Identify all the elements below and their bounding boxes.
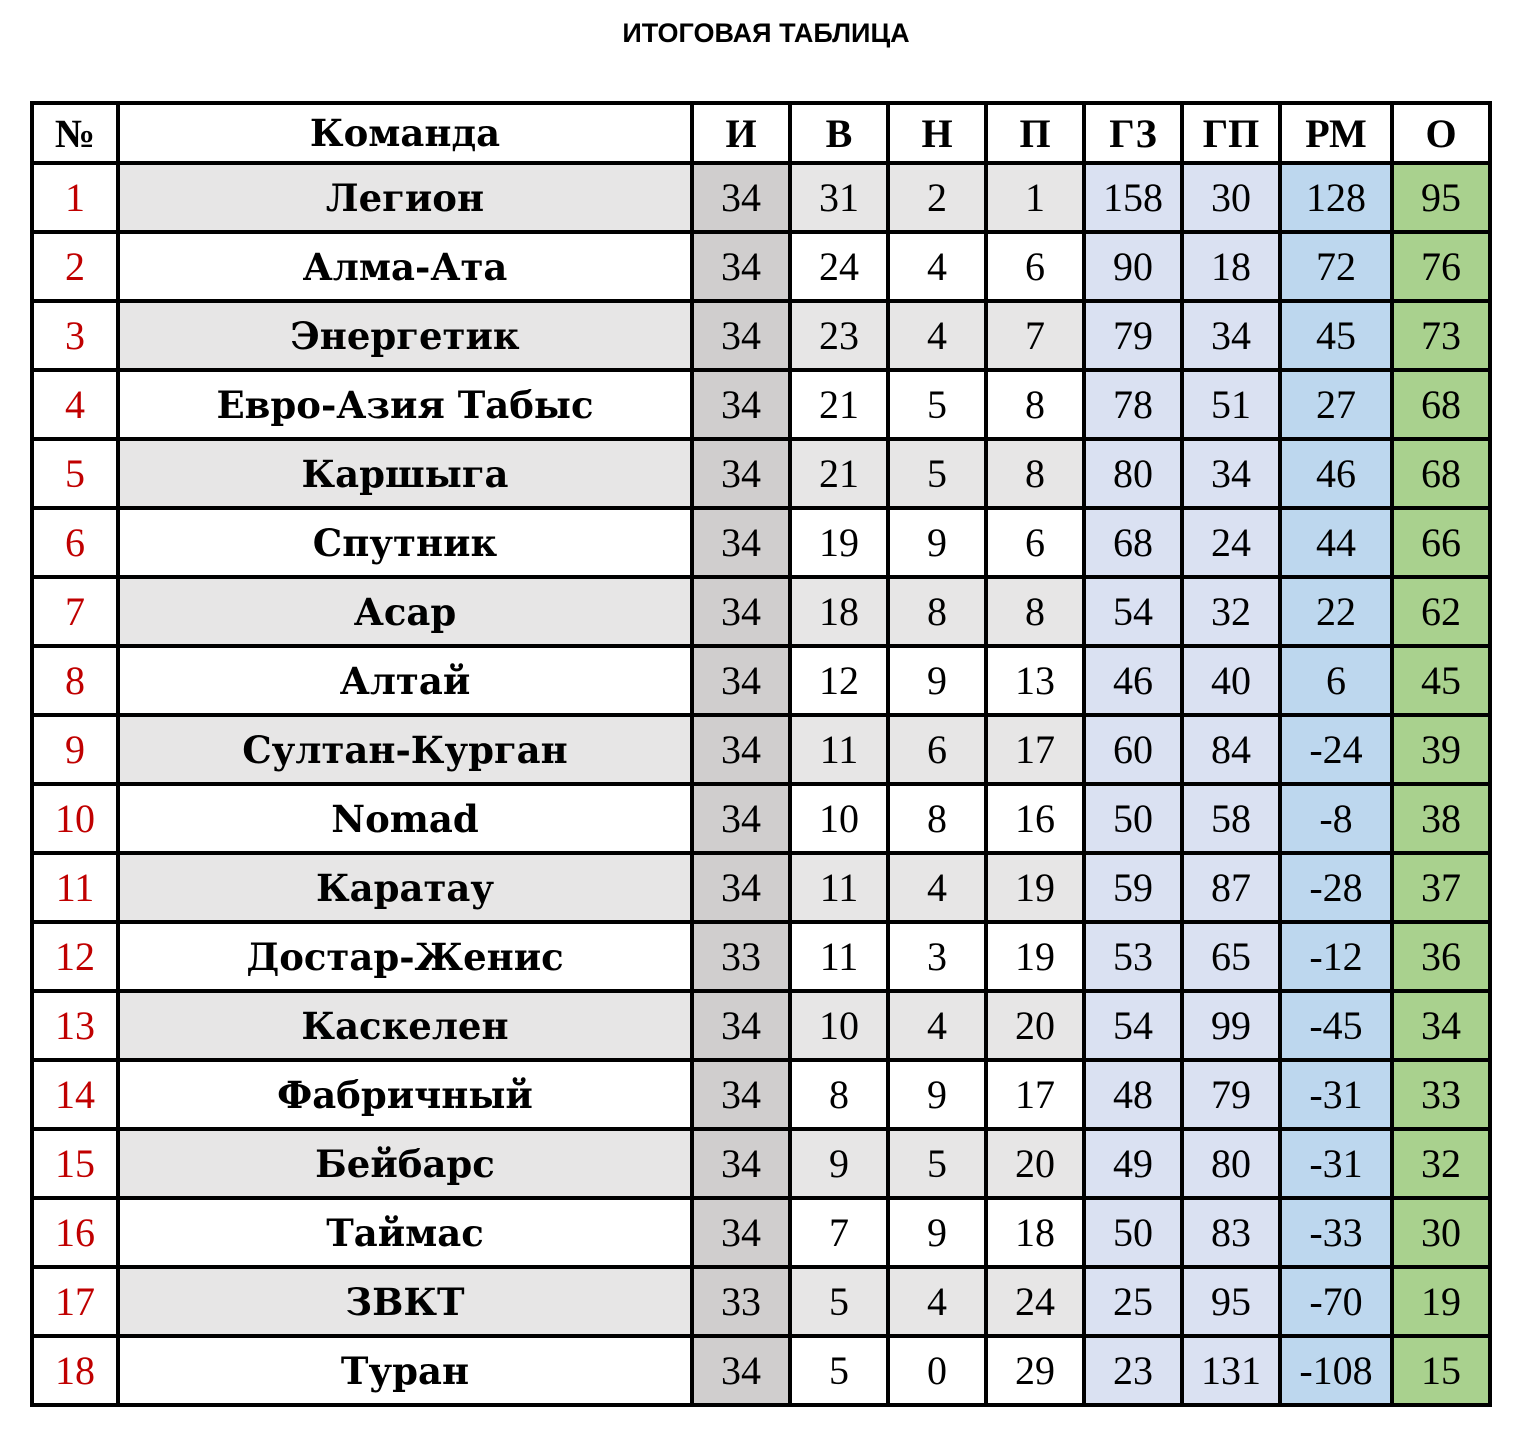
played-cell: 34 — [692, 1129, 790, 1198]
header-lost: П — [986, 103, 1084, 163]
played-cell: 34 — [692, 784, 790, 853]
points-cell: 68 — [1392, 439, 1490, 508]
table-row — [32, 646, 1490, 715]
won-cell: 31 — [790, 163, 888, 232]
points-cell: 38 — [1392, 784, 1490, 853]
goals-against-cell: 131 — [1182, 1336, 1280, 1405]
position-cell: 1 — [32, 163, 118, 232]
points-cell: 39 — [1392, 715, 1490, 784]
goal-diff-cell: 45 — [1280, 301, 1392, 370]
goals-against-cell: 58 — [1182, 784, 1280, 853]
played-cell: 34 — [692, 577, 790, 646]
position-cell: 5 — [32, 439, 118, 508]
lost-cell: 19 — [986, 853, 1084, 922]
table-row — [32, 439, 1490, 508]
drawn-cell: 4 — [888, 991, 986, 1060]
goals-against-cell: 18 — [1182, 232, 1280, 301]
lost-cell: 17 — [986, 715, 1084, 784]
goal-diff-cell: -70 — [1280, 1267, 1392, 1336]
header-team: Команда — [118, 103, 692, 163]
position-cell: 18 — [32, 1336, 118, 1405]
header-goals-against: ГП — [1182, 103, 1280, 163]
team-name-cell: Энергетик — [118, 301, 692, 370]
position-cell: 2 — [32, 232, 118, 301]
played-cell: 34 — [692, 1336, 790, 1405]
position-cell: 7 — [32, 577, 118, 646]
won-cell: 23 — [790, 301, 888, 370]
team-name-cell: Евро-Азия Табыс — [118, 370, 692, 439]
header-points: О — [1392, 103, 1490, 163]
position-cell: 15 — [32, 1129, 118, 1198]
lost-cell: 18 — [986, 1198, 1084, 1267]
header-goals-for: ГЗ — [1084, 103, 1182, 163]
table-row — [32, 784, 1490, 853]
goals-against-cell: 34 — [1182, 301, 1280, 370]
won-cell: 11 — [790, 715, 888, 784]
table-row — [32, 922, 1490, 991]
team-name-cell: Каршыга — [118, 439, 692, 508]
lost-cell: 24 — [986, 1267, 1084, 1336]
points-cell: 95 — [1392, 163, 1490, 232]
team-name-cell: Таймас — [118, 1198, 692, 1267]
team-name-cell: Каскелен — [118, 991, 692, 1060]
goals-for-cell: 49 — [1084, 1129, 1182, 1198]
played-cell: 34 — [692, 715, 790, 784]
played-cell: 33 — [692, 1267, 790, 1336]
position-cell: 3 — [32, 301, 118, 370]
goal-diff-cell: -31 — [1280, 1129, 1392, 1198]
position-cell: 11 — [32, 853, 118, 922]
points-cell: 73 — [1392, 301, 1490, 370]
goals-against-cell: 24 — [1182, 508, 1280, 577]
points-cell: 37 — [1392, 853, 1490, 922]
drawn-cell: 8 — [888, 784, 986, 853]
table-row — [32, 1267, 1490, 1336]
played-cell: 34 — [692, 232, 790, 301]
lost-cell: 7 — [986, 301, 1084, 370]
lost-cell: 19 — [986, 922, 1084, 991]
points-cell: 66 — [1392, 508, 1490, 577]
goals-against-cell: 87 — [1182, 853, 1280, 922]
team-name-cell: Фабричный — [118, 1060, 692, 1129]
drawn-cell: 9 — [888, 1198, 986, 1267]
won-cell: 10 — [790, 991, 888, 1060]
team-name-cell: Спутник — [118, 508, 692, 577]
goals-against-cell: 95 — [1182, 1267, 1280, 1336]
goals-against-cell: 65 — [1182, 922, 1280, 991]
drawn-cell: 3 — [888, 922, 986, 991]
won-cell: 19 — [790, 508, 888, 577]
lost-cell: 29 — [986, 1336, 1084, 1405]
played-cell: 34 — [692, 439, 790, 508]
goal-diff-cell: 27 — [1280, 370, 1392, 439]
played-cell: 34 — [692, 508, 790, 577]
played-cell: 34 — [692, 853, 790, 922]
position-cell: 8 — [32, 646, 118, 715]
points-cell: 76 — [1392, 232, 1490, 301]
lost-cell: 16 — [986, 784, 1084, 853]
won-cell: 12 — [790, 646, 888, 715]
table-row — [32, 577, 1490, 646]
goal-diff-cell: -108 — [1280, 1336, 1392, 1405]
drawn-cell: 4 — [888, 232, 986, 301]
position-cell: 6 — [32, 508, 118, 577]
goal-diff-cell: 44 — [1280, 508, 1392, 577]
goals-for-cell: 78 — [1084, 370, 1182, 439]
goals-for-cell: 46 — [1084, 646, 1182, 715]
goal-diff-cell: 6 — [1280, 646, 1392, 715]
points-cell: 45 — [1392, 646, 1490, 715]
goals-for-cell: 53 — [1084, 922, 1182, 991]
goal-diff-cell: -28 — [1280, 853, 1392, 922]
points-cell: 68 — [1392, 370, 1490, 439]
goal-diff-cell: -45 — [1280, 991, 1392, 1060]
table-row — [32, 232, 1490, 301]
goals-for-cell: 54 — [1084, 577, 1182, 646]
won-cell: 8 — [790, 1060, 888, 1129]
position-cell: 9 — [32, 715, 118, 784]
points-cell: 62 — [1392, 577, 1490, 646]
position-cell: 17 — [32, 1267, 118, 1336]
lost-cell: 1 — [986, 163, 1084, 232]
position-cell: 14 — [32, 1060, 118, 1129]
drawn-cell: 4 — [888, 301, 986, 370]
played-cell: 34 — [692, 163, 790, 232]
points-cell: 30 — [1392, 1198, 1490, 1267]
goal-diff-cell: 46 — [1280, 439, 1392, 508]
team-name-cell: Асар — [118, 577, 692, 646]
goal-diff-cell: 22 — [1280, 577, 1392, 646]
played-cell: 34 — [692, 301, 790, 370]
table-header-row — [32, 103, 1490, 163]
goal-diff-cell: 72 — [1280, 232, 1392, 301]
position-cell: 10 — [32, 784, 118, 853]
drawn-cell: 5 — [888, 370, 986, 439]
table-row — [32, 1129, 1490, 1198]
goals-against-cell: 32 — [1182, 577, 1280, 646]
header-drawn: Н — [888, 103, 986, 163]
drawn-cell: 0 — [888, 1336, 986, 1405]
goals-against-cell: 30 — [1182, 163, 1280, 232]
goal-diff-cell: -31 — [1280, 1060, 1392, 1129]
table-row — [32, 370, 1490, 439]
team-name-cell: Алма-Ата — [118, 232, 692, 301]
position-cell: 12 — [32, 922, 118, 991]
lost-cell: 8 — [986, 439, 1084, 508]
won-cell: 11 — [790, 922, 888, 991]
drawn-cell: 4 — [888, 853, 986, 922]
goals-for-cell: 90 — [1084, 232, 1182, 301]
goals-for-cell: 60 — [1084, 715, 1182, 784]
table-row — [32, 1060, 1490, 1129]
lost-cell: 20 — [986, 991, 1084, 1060]
lost-cell: 6 — [986, 508, 1084, 577]
lost-cell: 20 — [986, 1129, 1084, 1198]
header-num: № — [32, 103, 118, 163]
points-cell: 34 — [1392, 991, 1490, 1060]
drawn-cell: 8 — [888, 577, 986, 646]
team-name-cell: ЗВКТ — [118, 1267, 692, 1336]
goal-diff-cell: -8 — [1280, 784, 1392, 853]
position-cell: 4 — [32, 370, 118, 439]
drawn-cell: 9 — [888, 508, 986, 577]
won-cell: 18 — [790, 577, 888, 646]
table-row — [32, 991, 1490, 1060]
table-row — [32, 1198, 1490, 1267]
points-cell: 36 — [1392, 922, 1490, 991]
won-cell: 11 — [790, 853, 888, 922]
team-name-cell: Туран — [118, 1336, 692, 1405]
goals-for-cell: 68 — [1084, 508, 1182, 577]
goals-for-cell: 50 — [1084, 1198, 1182, 1267]
won-cell: 21 — [790, 370, 888, 439]
won-cell: 10 — [790, 784, 888, 853]
lost-cell: 13 — [986, 646, 1084, 715]
goal-diff-cell: -24 — [1280, 715, 1392, 784]
won-cell: 24 — [790, 232, 888, 301]
played-cell: 34 — [692, 991, 790, 1060]
team-name-cell: Бейбарс — [118, 1129, 692, 1198]
lost-cell: 6 — [986, 232, 1084, 301]
played-cell: 34 — [692, 370, 790, 439]
won-cell: 21 — [790, 439, 888, 508]
goals-against-cell: 40 — [1182, 646, 1280, 715]
played-cell: 34 — [692, 1060, 790, 1129]
goals-for-cell: 80 — [1084, 439, 1182, 508]
played-cell: 34 — [692, 646, 790, 715]
table-row — [32, 508, 1490, 577]
goals-against-cell: 79 — [1182, 1060, 1280, 1129]
header-goal-diff: РМ — [1280, 103, 1392, 163]
points-cell: 32 — [1392, 1129, 1490, 1198]
goals-against-cell: 83 — [1182, 1198, 1280, 1267]
goal-diff-cell: -12 — [1280, 922, 1392, 991]
won-cell: 5 — [790, 1336, 888, 1405]
goals-against-cell: 80 — [1182, 1129, 1280, 1198]
played-cell: 34 — [692, 1198, 790, 1267]
team-name-cell: Nomad — [118, 784, 692, 853]
team-name-cell: Султан-Курган — [118, 715, 692, 784]
goals-against-cell: 34 — [1182, 439, 1280, 508]
goals-for-cell: 54 — [1084, 991, 1182, 1060]
header-won: В — [790, 103, 888, 163]
goal-diff-cell: -33 — [1280, 1198, 1392, 1267]
team-name-cell: Алтай — [118, 646, 692, 715]
drawn-cell: 5 — [888, 1129, 986, 1198]
lost-cell: 8 — [986, 577, 1084, 646]
team-name-cell: Достар-Женис — [118, 922, 692, 991]
position-cell: 13 — [32, 991, 118, 1060]
table-row — [32, 715, 1490, 784]
drawn-cell: 5 — [888, 439, 986, 508]
goals-for-cell: 23 — [1084, 1336, 1182, 1405]
position-cell: 16 — [32, 1198, 118, 1267]
goals-for-cell: 25 — [1084, 1267, 1182, 1336]
drawn-cell: 9 — [888, 1060, 986, 1129]
team-name-cell: Каратау — [118, 853, 692, 922]
goals-for-cell: 158 — [1084, 163, 1182, 232]
won-cell: 7 — [790, 1198, 888, 1267]
goals-for-cell: 59 — [1084, 853, 1182, 922]
goals-against-cell: 84 — [1182, 715, 1280, 784]
table-row — [32, 163, 1490, 232]
goals-for-cell: 48 — [1084, 1060, 1182, 1129]
points-cell: 33 — [1392, 1060, 1490, 1129]
goals-for-cell: 79 — [1084, 301, 1182, 370]
goals-against-cell: 99 — [1182, 991, 1280, 1060]
played-cell: 33 — [692, 922, 790, 991]
goals-against-cell: 51 — [1182, 370, 1280, 439]
table-row — [32, 1336, 1490, 1405]
drawn-cell: 9 — [888, 646, 986, 715]
lost-cell: 17 — [986, 1060, 1084, 1129]
goals-for-cell: 50 — [1084, 784, 1182, 853]
lost-cell: 8 — [986, 370, 1084, 439]
standings-table — [30, 101, 1492, 1407]
drawn-cell: 6 — [888, 715, 986, 784]
points-cell: 15 — [1392, 1336, 1490, 1405]
won-cell: 5 — [790, 1267, 888, 1336]
team-name-cell: Легион — [118, 163, 692, 232]
won-cell: 9 — [790, 1129, 888, 1198]
points-cell: 19 — [1392, 1267, 1490, 1336]
drawn-cell: 4 — [888, 1267, 986, 1336]
table-row — [32, 853, 1490, 922]
drawn-cell: 2 — [888, 163, 986, 232]
page-title: ИТОГОВАЯ ТАБЛИЦА — [622, 18, 910, 48]
header-played: И — [692, 103, 790, 163]
goal-diff-cell: 128 — [1280, 163, 1392, 232]
table-row — [32, 301, 1490, 370]
